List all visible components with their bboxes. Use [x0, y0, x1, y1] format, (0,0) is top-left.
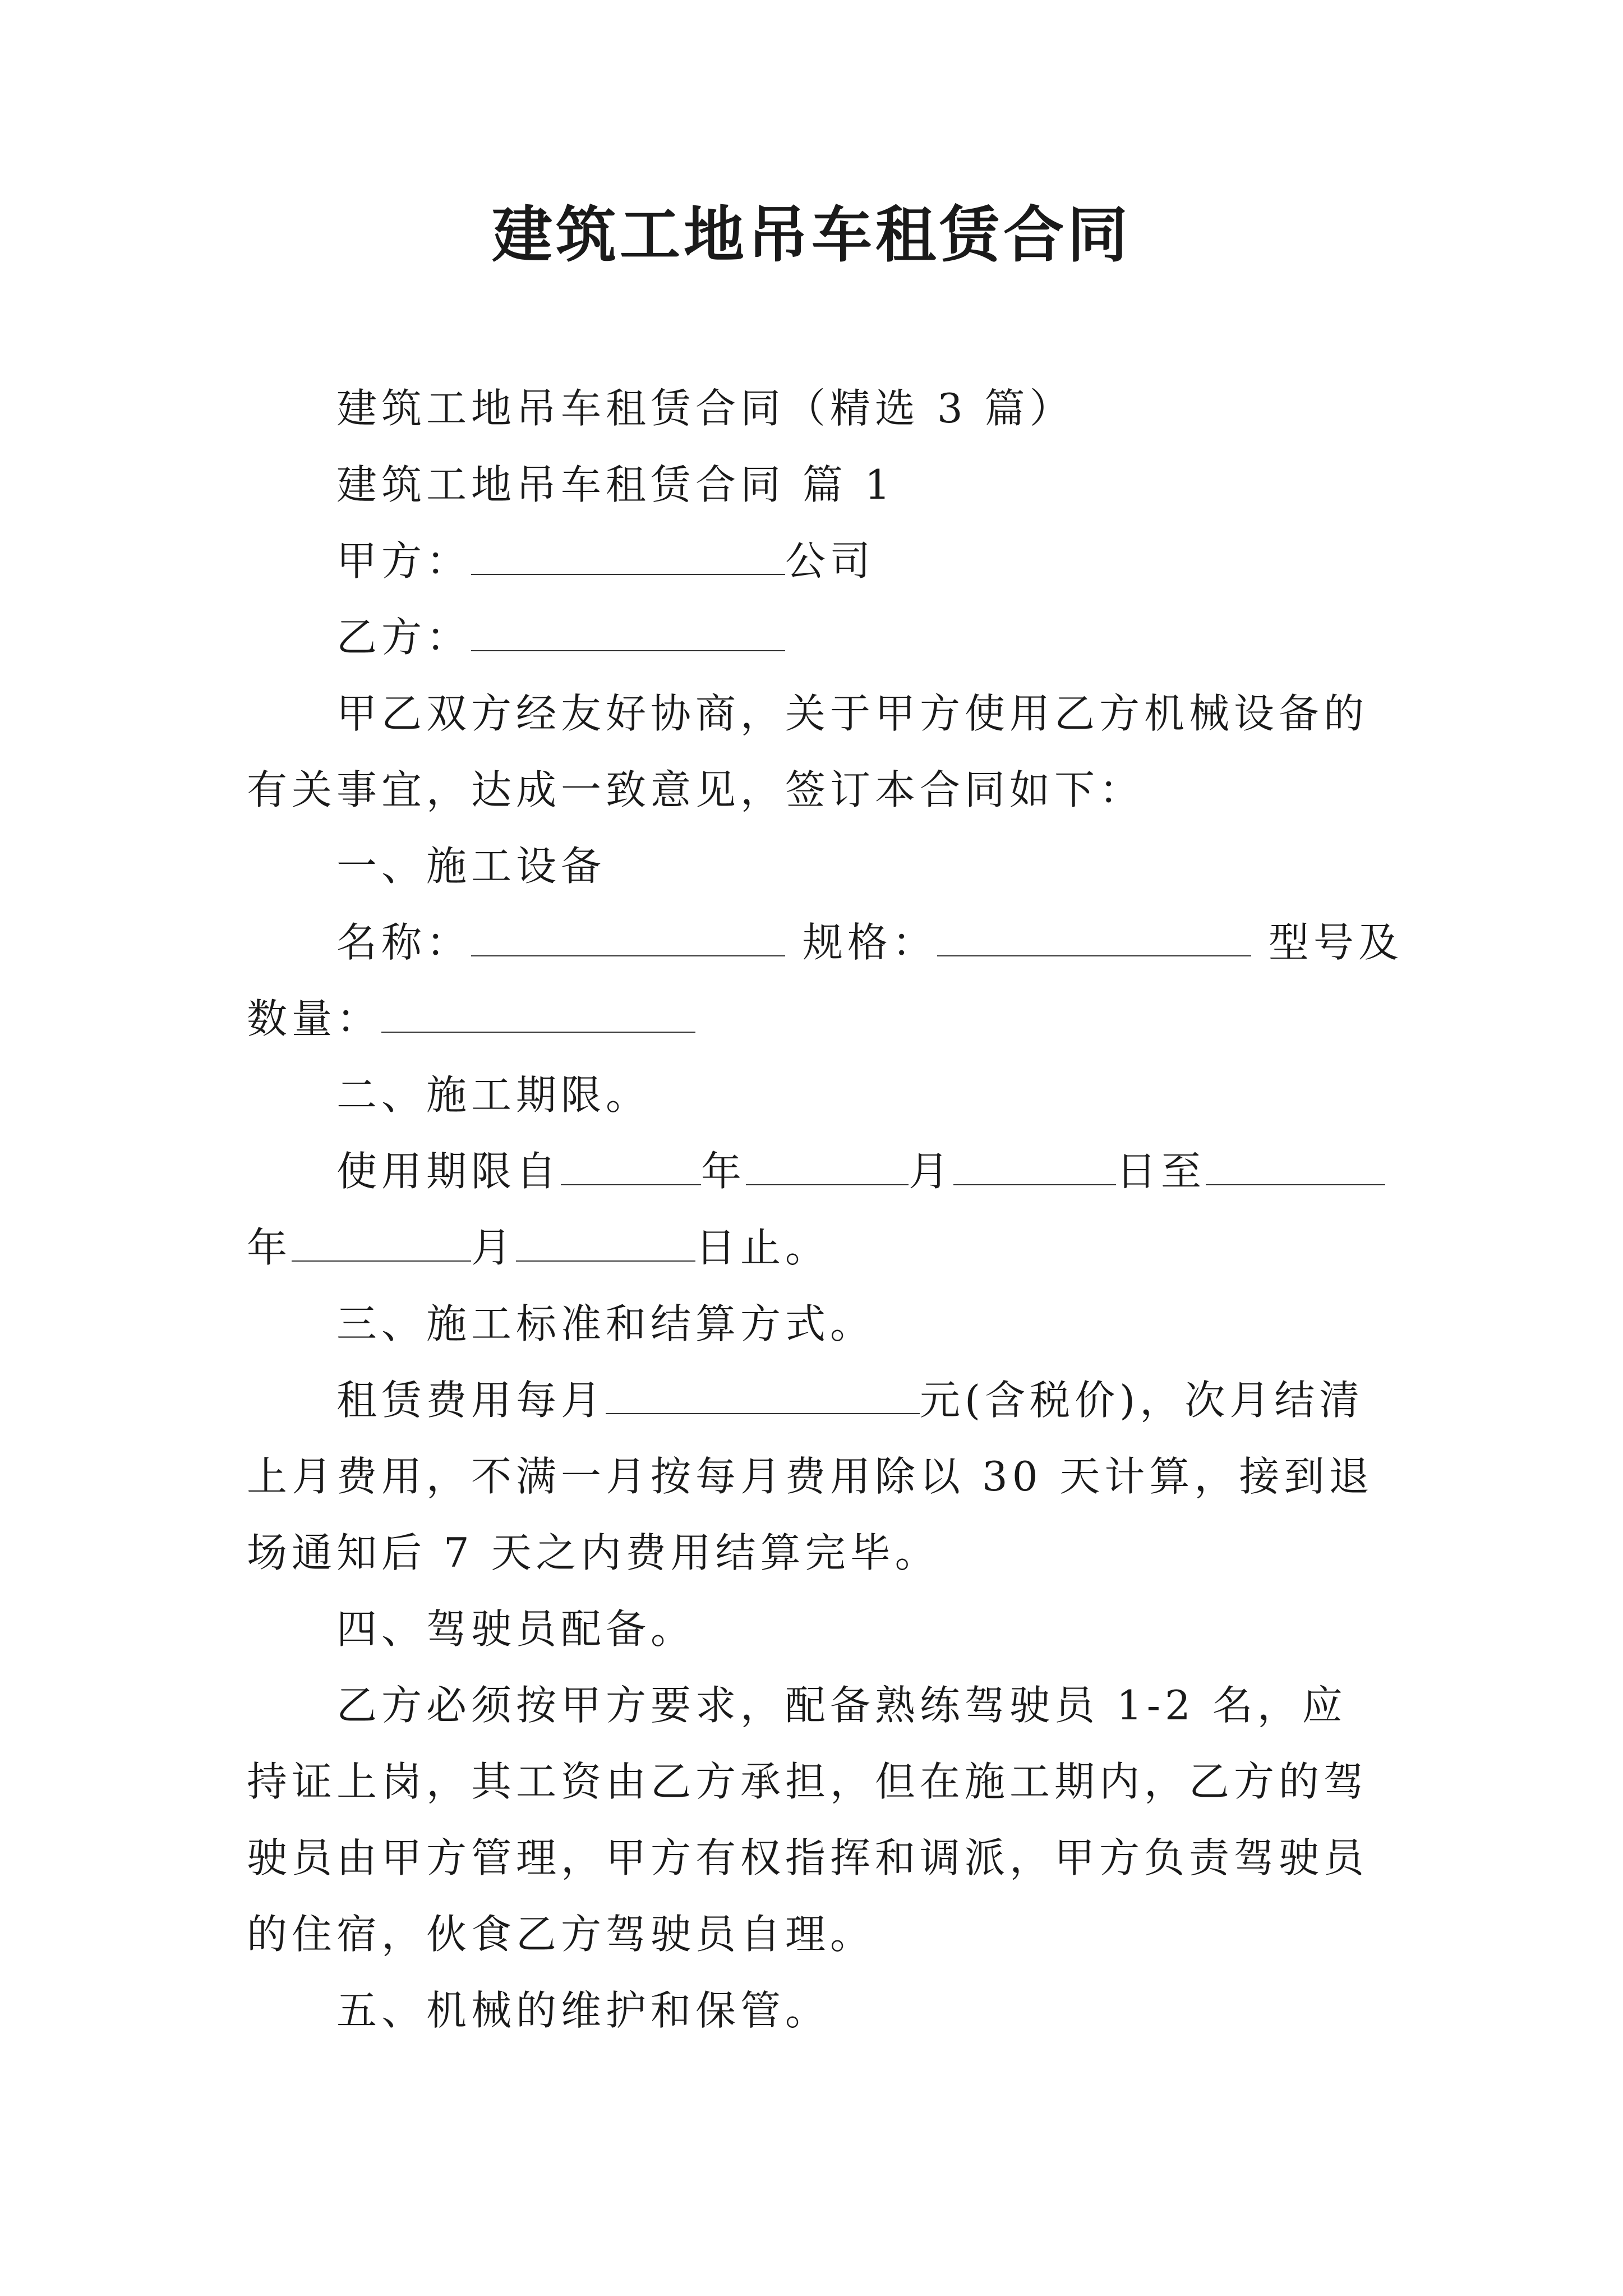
end-day-blank	[516, 1211, 695, 1262]
party-a-line	[247, 523, 1391, 599]
model-label: 型号及	[1268, 919, 1403, 966]
start-month-label: 月	[909, 1148, 954, 1195]
end-year-blank	[1206, 1135, 1385, 1185]
day-end-label: 日止。	[695, 1224, 831, 1271]
fee-paragraph	[247, 1362, 1391, 1591]
start-month-blank	[746, 1135, 909, 1185]
spec-label: 规格：	[802, 919, 937, 966]
party-b-blank	[471, 601, 785, 651]
party-a-blank	[471, 524, 785, 575]
party-a-label: 甲方：	[336, 537, 472, 585]
end-month-label: 月	[471, 1224, 517, 1271]
start-day-blank	[953, 1135, 1116, 1185]
start-year-blank	[561, 1135, 701, 1185]
quantity-blank	[381, 982, 695, 1033]
term-line-1	[247, 1133, 1391, 1209]
fee-blank	[606, 1364, 920, 1414]
heading-selected: 建筑工地吊车租赁合同（精选 3 篇）	[336, 385, 1075, 432]
fee-prefix: 租赁费用每月	[336, 1377, 606, 1424]
start-year-label: 年	[701, 1148, 746, 1195]
intro-paragraph: 甲乙双方经友好协商，关于甲方使用乙方机械设备的有关事宜，达成一致意见，签订本合同如下：	[247, 690, 1369, 813]
section-settlement-heading: 三、施工标准和结算方式。	[336, 1300, 875, 1347]
end-year-label: 年	[247, 1224, 292, 1271]
name-label: 名称：	[336, 919, 472, 966]
fee-suffix: 元(含税价)，次月结清上月费用，不满一月按每月费用除以 30 天计算，接到退场通知后 7 天之内费用结算完毕。	[247, 1377, 1374, 1576]
section-driver-heading: 四、驾驶员配备。	[336, 1605, 696, 1653]
section-maintenance-heading: 五、机械的维护和保管。	[336, 1987, 831, 2034]
party-b-label: 乙方：	[336, 614, 472, 661]
spec-blank	[937, 906, 1251, 956]
document-body	[247, 370, 1403, 2049]
party-a-suffix: 公司	[785, 537, 875, 585]
day-to-label: 日至	[1116, 1148, 1206, 1195]
document-title: 建筑工地吊车租赁合同	[491, 200, 1131, 270]
equipment-line	[247, 904, 1403, 981]
party-b-line	[247, 599, 1391, 675]
name-blank	[471, 906, 785, 956]
end-month-blank	[292, 1211, 471, 1262]
section-equipment-heading: 一、施工设备	[336, 843, 606, 890]
quantity-line	[247, 981, 1391, 1057]
chapter-heading: 建筑工地吊车租赁合同 篇 1	[336, 461, 895, 508]
quantity-label: 数量：	[247, 995, 382, 1042]
term-start: 使用期限自	[336, 1148, 561, 1195]
section-term-heading: 二、施工期限。	[336, 1071, 651, 1119]
term-line-2	[247, 1209, 1391, 1286]
driver-paragraph: 乙方必须按甲方要求，配备熟练驾驶员 1-2 名，应持证上岗，其工资由乙方承担，但在施工期内，乙方的驾驶员由甲方管理，甲方有权指挥和调派，甲方负责驾驶员的住宿，伙食乙方驾驶员自理。	[247, 1682, 1369, 1958]
